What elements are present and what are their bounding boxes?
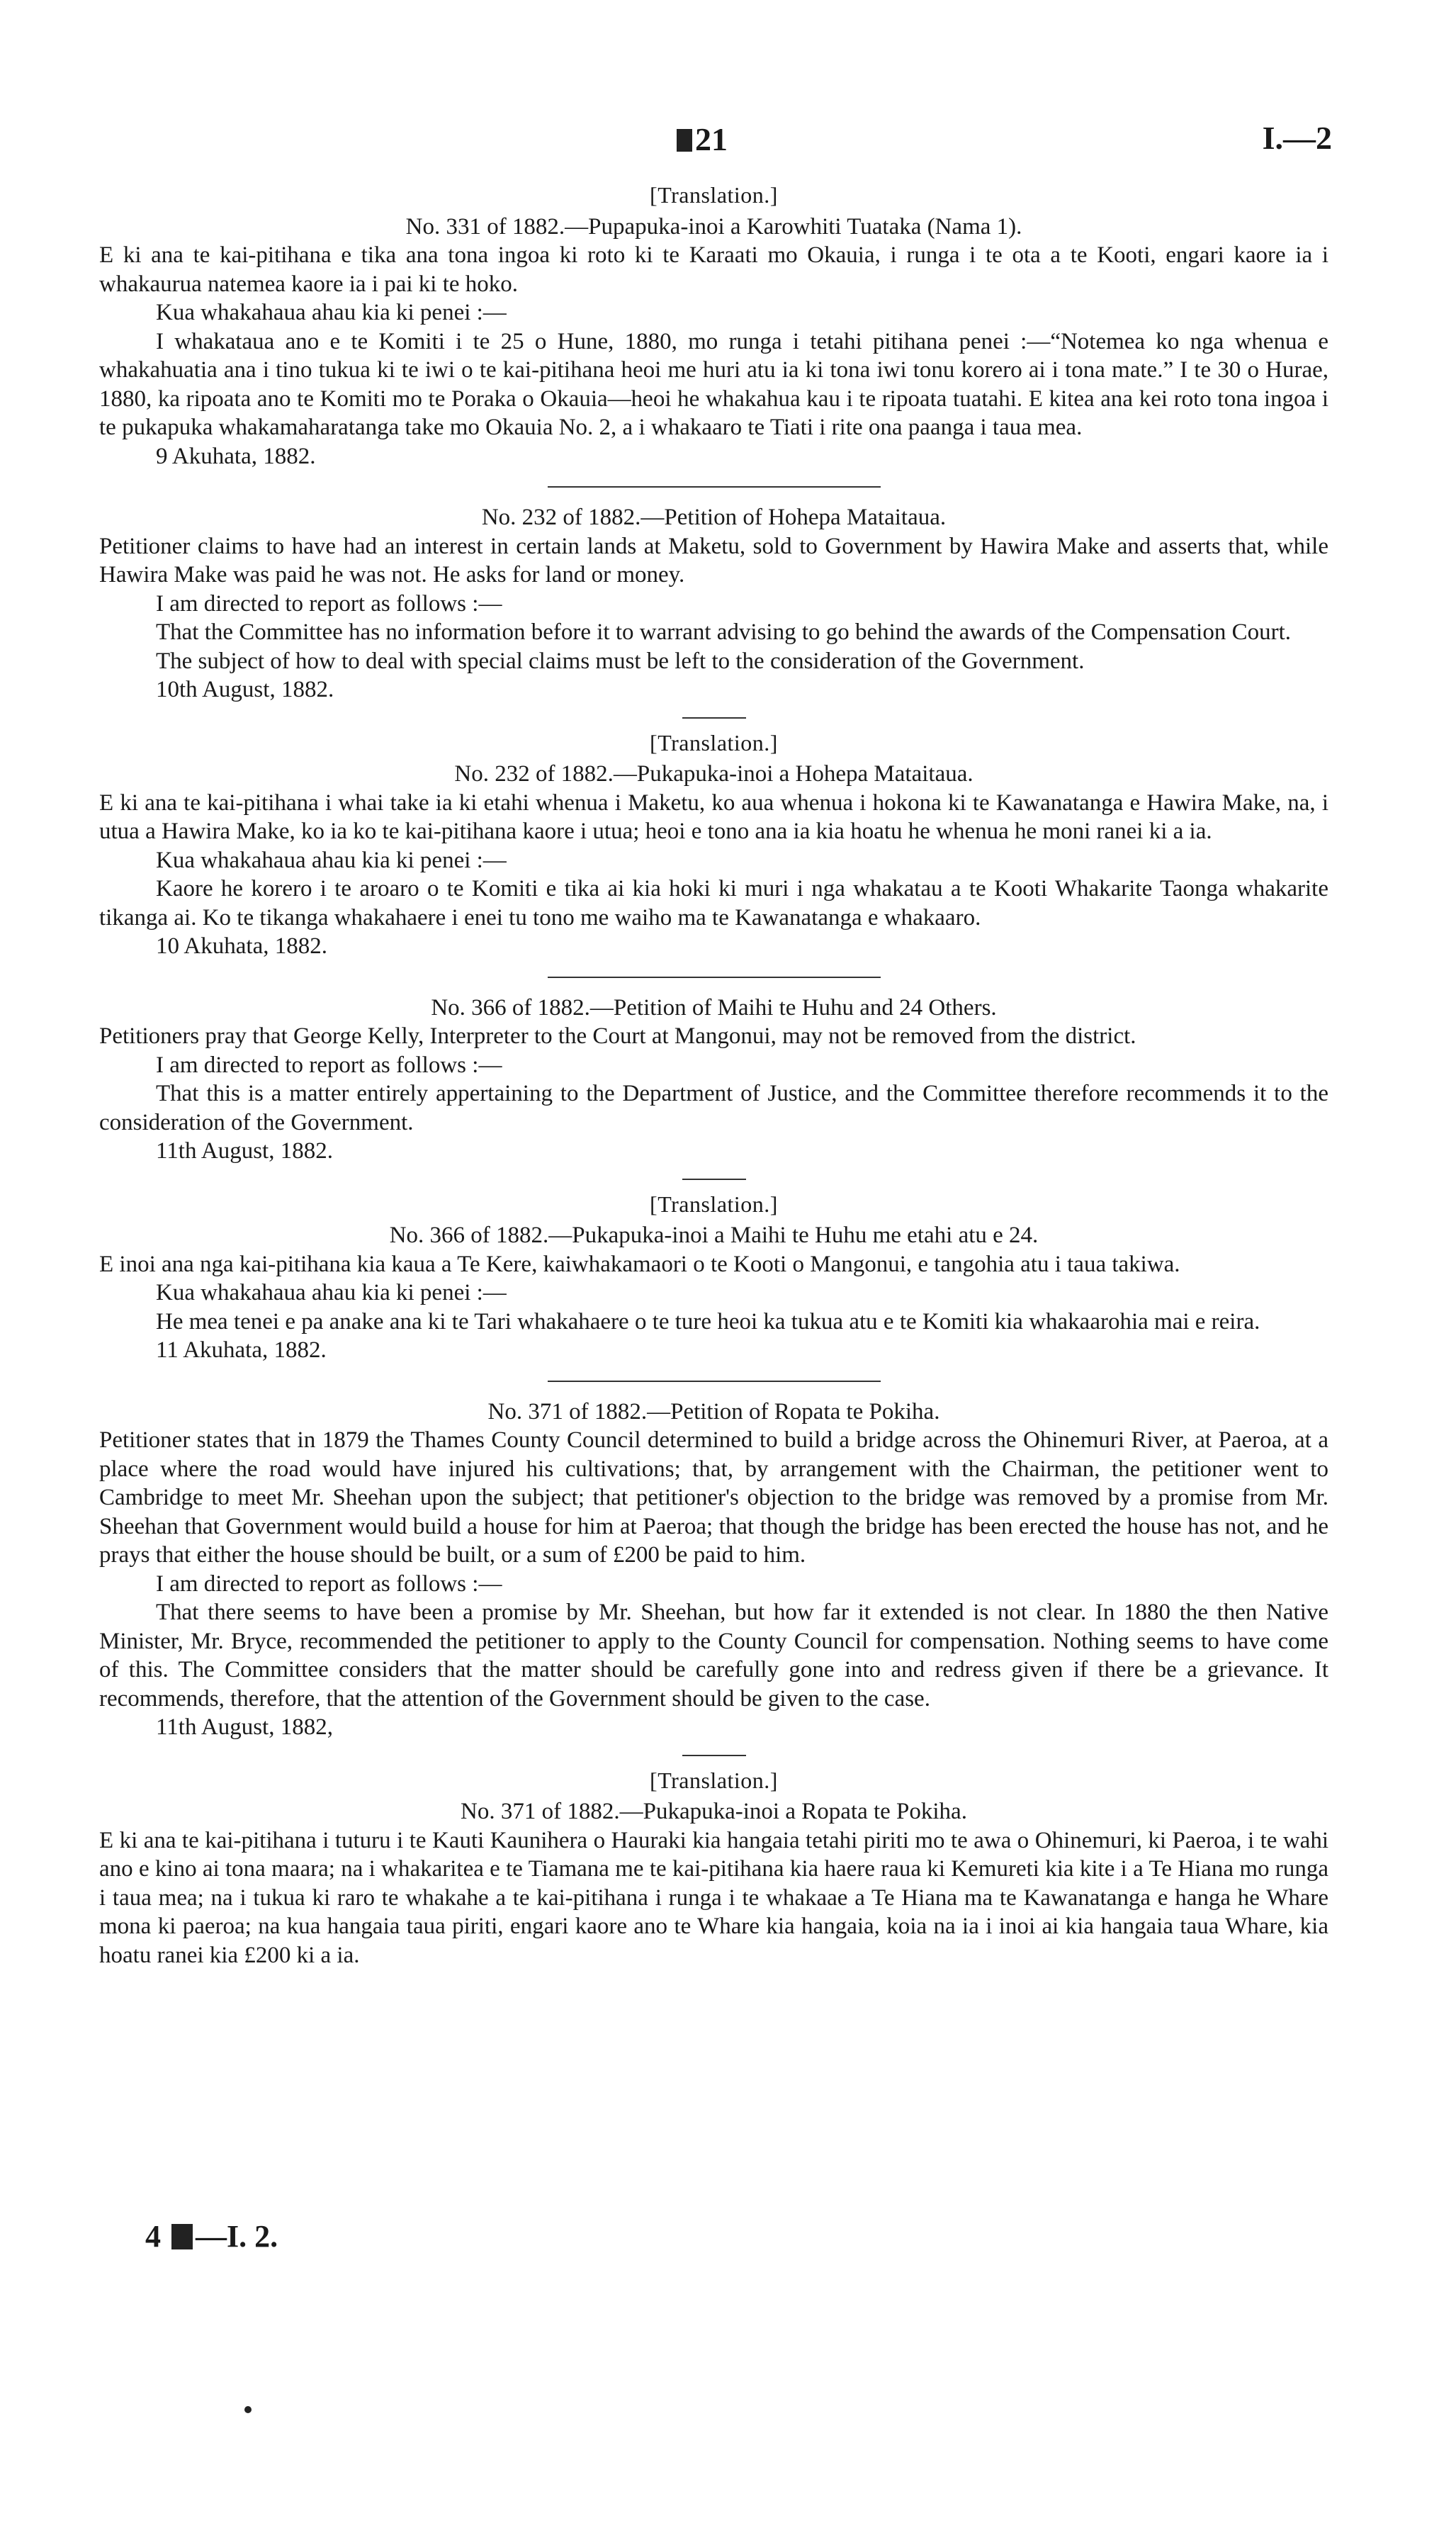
section-date: 11 Akuhata, 1882. — [156, 1337, 327, 1363]
section-lead: Petitioner states that in 1879 the Thames County Council determined to build a bridge across the Ohinemuri River, at Paeroa, at a place where the road would have injured his cultivations; that, by arrangement with the Chairman, the petitioner went to Cambridge to meet Mr. Sheehan upon the subject; that petitioner's objection to the bridge was removed by a promise from Mr. Sheehan that Government would build a house for him at Paeroa; that though the bridge has been erected the house has not, and he prays that either the house should be built, or a sum of £200 be paid to him. — [99, 1427, 1328, 1568]
translation-label: [Translation.] — [650, 182, 778, 208]
directed-line: I am directed to report as follows :— — [156, 590, 502, 617]
translation-label: [Translation.] — [650, 1767, 778, 1793]
section-lead: E ki ana te kai-pitihana i whai take ia ki etahi whenua i Maketu, ko aua whenua i hokona ki te Kawanatanga e Hawira Make, na, i utua a Hawira Make, ko ia ko te kai-pitihana kaore i utua; heoi e tono ana ia kia hoatu he whenua he moni ranei ki a ia. — [99, 790, 1328, 844]
section-lead: E ki ana te kai-pitihana i tuturu i te Kauti Kaunihera o Hauraki kia hangaia tetahi piriti mo te awa o Ohinemuri, ki Paeroa, i te wahi ano e kino ai tona maara; na i whakaritea e te Tiamana me te kai-pitihana kia haere raua ki Kemureti kia kite i a Te Hiana mo runga i taua mea; na i tukua ki raro te whakahe a te kai-pitihana i runga i te whakaae a Te Hiana ma te Kawanatanga e hanga he Whare mona ki paeroa; na kua hangaia taua piriti, engari kaore ano te Whare kia hangaia, koia na ia i inoi ai kia hangaia taua Whare, kia hoatu ranei kia £200 ki a ia. — [99, 1827, 1328, 1968]
section-lead: Petitioner claims to have had an interest in certain lands at Maketu, sold to Government by Hawira Make and asserts that, while Hawira Make was paid he was not. He asks for land or money. — [99, 533, 1328, 588]
directed-line: Kua whakahaua ahau kia ki penei :— — [156, 1280, 507, 1305]
report-text: That there seems to have been a promise by Mr. Sheehan, but how far it extended is not clear. In 1880 the then Native Minister, Mr. Bryce, recommended the petitioner to apply to the County Council for compensation. Nothing seems to have come of this. The Committee considers that the matter should be carefully gone into and redress given if there be a grievance. It recommends, therefore, that the attention of the Government should be given to the case. — [99, 1600, 1328, 1712]
short-divider — [682, 717, 746, 719]
report-text: I whakataua ano e te Komiti i te 25 o Hune, 1880, mo runga i tetahi pitihana penei :—“Notemea ko nga whenua e whakahuatia ana i tino tukua ki te iwi o te kai-pitihana heoi me huri atu ia ki tona iwi tonu korero ai i tona mate.” I te 30 o Hurae, 1880, ka ripoata ano te Komiti mo te Poraka o Okauia—heoi he whakahua kau i te ripoata tuatahi. E kitea ana kei roto tona ingoa i te pukapuka whakamaharatanga take mo Okauia No. 2, a i whakaaro te Tiati i rite ona paanga i taua mea. — [99, 328, 1328, 440]
series-number: I.—2 — [1262, 120, 1332, 156]
document-body — [99, 181, 1328, 1970]
report-text: That the Committee has no information before it to warrant advising to go behind the awards of the Compensation Court. — [156, 619, 1291, 645]
section-divider — [548, 977, 881, 978]
section-366-petition — [99, 994, 1328, 1166]
section-366-translation — [99, 1190, 1328, 1365]
section-232-translation — [99, 729, 1328, 961]
ink-dot — [244, 2406, 252, 2413]
translation-label: [Translation.] — [650, 729, 778, 755]
section-371-petition — [99, 1398, 1328, 1742]
report-text: That this is a matter entirely appertaining to the Department of Justice, and the Committee therefore recommends it to the consideration of the Government. — [99, 1081, 1328, 1135]
section-date: 11th August, 1882, — [156, 1714, 333, 1740]
translation-label: [Translation.] — [650, 1191, 778, 1217]
section-title: No. 371 of 1882.—Petition of Ropata te Pokiha. — [487, 1398, 940, 1425]
section-date: 10th August, 1882. — [156, 677, 334, 702]
section-232-petition — [99, 503, 1328, 704]
section-371-translation — [99, 1766, 1328, 1970]
short-divider — [682, 1179, 746, 1180]
section-title: No. 232 of 1882.—Petition of Hohepa Mataitaua. — [481, 505, 947, 530]
directed-line: I am directed to report as follows :— — [156, 1052, 502, 1078]
section-title: No. 371 of 1882.—Pukapuka-inoi a Ropata te Pokiha. — [461, 1799, 967, 1824]
report-text-2: The subject of how to deal with special claims must be left to the consideration of the Government. — [156, 648, 1085, 674]
report-text: Kaore he korero i te aroaro o te Komiti e tika ai kia hoki ki muri i nga whakatau a te Kooti Whakarite Taonga whakarite tikanga ai. Ko te tikanga whakahaere i enei tu tono me waiho ma te Kawanatanga e whakaaro. — [99, 876, 1328, 931]
section-divider — [548, 486, 881, 488]
ink-blot — [171, 2224, 193, 2249]
section-lead: E ki ana te kai-pitihana e tika ana tona ingoa ki roto ki te Karaati mo Okauia, i runga i te ota a te Kooti, engari kaore ia i whakaurua natemea kaore ia i pai ki te hoko. — [99, 242, 1328, 297]
short-divider — [682, 1755, 746, 1756]
section-331-translation — [99, 181, 1328, 471]
ink-blot — [677, 129, 692, 152]
section-title: No. 232 of 1882.—Pukapuka-inoi a Hohepa Mataitaua. — [454, 761, 974, 787]
section-lead: E inoi ana nga kai-pitihana kia kaua a Te Kere, kaiwhakamaori o te Kooti o Mangonui, e tangohia atu i taua takiwa. — [99, 1251, 1180, 1277]
directed-line: I am directed to report as follows :— — [156, 1571, 502, 1597]
page-header — [0, 113, 1456, 170]
section-lead: Petitioners pray that George Kelly, Interpreter to the Court at Mangonui, may not be removed from the district. — [99, 1023, 1136, 1049]
directed-line: Kua whakahaua ahau kia ki penei :— — [156, 847, 507, 873]
section-title: No. 366 of 1882.—Pukapuka-inoi a Maihi te Huhu me etahi atu e 24. — [389, 1223, 1039, 1248]
section-date: 10 Akuhata, 1882. — [156, 933, 327, 959]
signature-mark: 4 —I. 2. — [145, 2219, 278, 2254]
report-text: He mea tenei e pa anake ana ki te Tari whakahaere o te ture heoi ka tukua atu e te Komiti kia whakaarohia mai e reira. — [156, 1308, 1260, 1335]
section-date: 9 Akuhata, 1882. — [156, 443, 316, 469]
section-divider — [548, 1381, 881, 1382]
section-date: 11th August, 1882. — [156, 1138, 333, 1164]
directed-line: Kua whakahaua ahau kia ki penei :— — [156, 300, 507, 325]
section-title: No. 366 of 1882.—Petition of Maihi te Huhu and 24 Others. — [431, 994, 997, 1021]
page-number: 21 — [677, 120, 728, 158]
section-title: No. 331 of 1882.—Pupapuka-inoi a Karowhiti Tuataka (Nama 1). — [405, 213, 1022, 240]
